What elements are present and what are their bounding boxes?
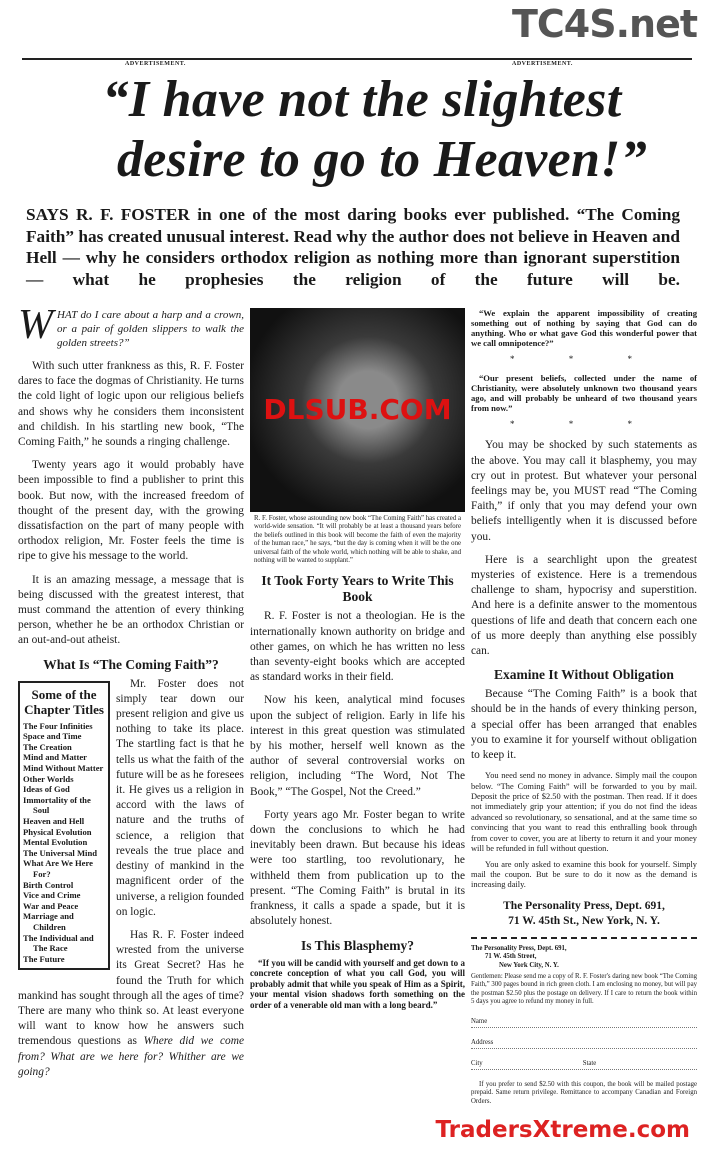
field-label: Name xyxy=(471,1017,488,1025)
chapter-title: Vice and Crime xyxy=(23,890,81,901)
publisher-line: The Personality Press, Dept. 691, xyxy=(503,899,665,912)
chapter-title: Marriage and Children xyxy=(23,911,74,932)
chapter-title: Physical Evolution xyxy=(23,826,92,837)
chapter-title: The Creation xyxy=(23,741,72,752)
watermark-center: DLSUB.COM xyxy=(263,393,452,427)
intro-quote: HAT do I care about a harp and a crown, or a pair of golden slippers to walk the golden streets?” xyxy=(57,309,244,349)
publisher-address xyxy=(471,899,697,929)
chapter-title: Other Worlds xyxy=(23,773,74,784)
paragraph: Forty years ago Mr. Foster began to write down the conclusions to which he had inevitably been drawn. But because his ideas were too startling, too revolutionary, he withheld them from publication up to the present. “The Coming Faith” is brutal in its frankness, it calls a spade a spade, but it is absolutely honest. xyxy=(250,808,465,928)
paragraph: You may be shocked by such statements as the above. You may call it blasphemy, you may cry out in protest. But whatever your personal feelings may be, you MUST read “The Coming Faith,” if only that you may defend your own beliefs intelligently when it is discussed before you. xyxy=(471,439,697,543)
drop-cap: W xyxy=(18,302,53,348)
paragraph: With such utter frankness as this, R. F. Foster dares to face the dogmas of Christianity. He turns the cold light of logic upon our religious beliefs and shows why he considers them inconsistent and childish. In his startling new book, “The Coming Faith,” he sounds a ringing challenge. xyxy=(18,360,244,449)
coupon-address: New York City, N. Y. xyxy=(499,961,559,969)
coupon-footer: If you prefer to send $2.50 with this coupon, the book will be mailed postage prepaid. Same return privilege. Remittance to accompany Canadian and Foreign Orders. xyxy=(471,1080,697,1106)
section-heading: Examine It Without Obligation xyxy=(494,667,674,683)
headline-line-2: desire to go to Heaven!” xyxy=(116,131,648,188)
chapter-title: War and Peace xyxy=(23,900,79,911)
stars-divider: * * * xyxy=(510,354,658,364)
chapter-title: The Individual and The Race xyxy=(23,932,94,954)
ad-label-left: ADVERTISEMENT. xyxy=(125,61,186,67)
header-rule xyxy=(22,58,692,68)
left-column xyxy=(18,302,244,1088)
paragraph: You are only asked to examine this book for yourself. Simply mail the coupon. But be sure to do it now as the demand is increasing daily. xyxy=(471,859,697,890)
watermark-bottom: TradersXtreme.com xyxy=(435,1116,690,1143)
coupon-address: The Personality Press, Dept. 691, xyxy=(471,944,567,952)
middle-column xyxy=(250,308,465,1014)
headline xyxy=(22,70,702,190)
blasphemy-quote: “If you will be candid with yourself and get down to a concrete conception of what you call God, you will probably admit that while you speak of Him as a Spirit, your mental vision shadows forth something on the order of a venerable old man with a long beard.” xyxy=(250,957,465,1010)
chapter-title: Ideas of God xyxy=(23,784,70,795)
name-field[interactable] xyxy=(471,1018,697,1028)
paragraph: You need send no money in advance. Simply mail the coupon below. “The Coming Faith” will be forwarded to you by mail. Deposit the price of $2.50 with the postman. Then read. If it does not immediately grip your attention; if you do not find the ideas advanced so revolutionary, so sensational, and at the same time so convincing that you want to read this enthralling book through from cover to cover, you are at liberty to return it and your money will be refunded in full without question. xyxy=(471,771,697,854)
stars-divider: * * * xyxy=(510,419,658,430)
order-coupon[interactable] xyxy=(471,945,697,1107)
coupon-address: 71 W. 45th Street, xyxy=(485,953,537,961)
coupon-body: Gentlemen: Please send me a copy of R. F. Foster's daring new book “The Coming Faith,” 300 pages bound in rich green cloth. I am enclosing no money, but will pay the postman $2.50 plus the postage on delivery. If I care to return the book within 5 days you agree to refund my money in full. xyxy=(471,972,697,1006)
chapter-title: Mind and Matter xyxy=(23,752,87,763)
chapter-title: The Universal Mind xyxy=(23,847,98,858)
ad-label-right: ADVERTISEMENT. xyxy=(512,61,573,67)
paragraph: Here is a searchlight upon the greatest mysteries of existence. Here is a tremendous challenge to sham, hypocrisy and superstition. And here is a definite answer to the momentous questions of life and death that concern each one of us more deeply than anything else possibly can. xyxy=(471,553,697,658)
chapter-title: Birth Control xyxy=(23,879,74,890)
author-portrait-photo xyxy=(250,308,465,512)
chapter-title: What Are We Here For? xyxy=(23,858,93,879)
chapter-title: The Future xyxy=(23,953,65,964)
section-heading: What Is “The Coming Faith”? xyxy=(43,656,219,672)
paragraph: R. F. Foster is not a theologian. He is the internationally known authority on bridge and other games, on which he has written no less than seventy-eight books which are accepted as standard works in their field. xyxy=(250,610,465,684)
chapter-box-title: Some of the Chapter Titles xyxy=(24,686,104,717)
chapter-title: Mental Evolution xyxy=(23,837,88,848)
paragraph: Because “The Coming Faith” is a book that should be in the hands of every thinking person, a special offer has been arranged that enables you to examine it for yourself without obligation to keep it. xyxy=(471,688,697,762)
chapter-title: Immortality of the Soul xyxy=(23,794,91,816)
paragraph-text: Has R. F. Foster indeed wrested from the universe its Great Secret? Has he found the Truth for which mankind has sought through all the ages of time? There are many who think so. At least everyone will want to know how he answers such tremendous questions as xyxy=(18,928,244,1048)
publisher-line: 71 W. 45th St., New York, N. Y. xyxy=(508,914,660,927)
quote-christianity: “Our present beliefs, collected under the name of Christianity, were absolutely unknown two thousand years ago, and will probably be unheard of two thousand years from now.” xyxy=(471,373,697,414)
quote-omnipotence: “We explain the apparent impossibility of creating something out of nothing by saying that God can do anything. Who or what gave God this wonderful power that we call omnipotence?” xyxy=(471,308,697,348)
headline-line-1: “I have not the slightest xyxy=(102,71,622,128)
chapter-titles-box xyxy=(18,681,110,971)
address-field[interactable] xyxy=(471,1039,697,1049)
photo-caption: R. F. Foster, whose astounding new book “The Coming Faith” has created a world-wide sensation. “It will probably be at least a thousand years before the beliefs outlined in this book will become the faith of even the majority of the human race,” he says, “but the day is coming when it will be the one universal faith of the whole world, which nothing will be able to shake, and nothing will be wanted to supplant.” xyxy=(254,515,461,565)
section-heading: It Took Forty Years to Write This Book xyxy=(261,573,454,605)
chapter-title: Mind Without Matter xyxy=(23,763,104,774)
article-columns xyxy=(18,302,700,1107)
right-column xyxy=(471,308,697,1107)
watermark-top: TC4S.net xyxy=(512,2,698,46)
chapter-title: Heaven and Hell xyxy=(23,816,85,826)
paragraph: It is an amazing message, a message that is being discussed with the greatest interest, that must command the attention of every thinking person, whether he be an orthodox Christian or an out-and-out atheist. xyxy=(18,573,244,647)
chapter-title: Space and Time xyxy=(23,731,82,742)
paragraph: Now his keen, analytical mind focuses upon the subject of religion. Early in life his interest in this great question was stimulated by his mother, herself well known as the author of several controversial works on religion, including “The Word, Not The Book,” “The Gospel, Not the Creed.” xyxy=(250,694,465,798)
top-bar xyxy=(0,0,704,58)
field-label: State xyxy=(582,1059,597,1067)
chapter-list xyxy=(23,721,105,965)
paragraph: Mr. Foster does not simply tear down our present religion and give us nothing to take its place. The startling fact is that he tells us what the faith of the future will be as he foresees it. He gives us a religion in accord with the laws of nature and the truths of science, a religion that reveals the true place and destiny of mankind in the magnificent order of the universe, a religion founded on logic. xyxy=(116,677,244,918)
field-label: Address xyxy=(471,1038,494,1046)
subhead: SAYS R. F. FOSTER in one of the most daring books ever published. “The Coming Faith” has created unusual interest. Read why the author does not believe in Heaven and Hell — why he considers orthodox religion as nothing more than ignorant superstition — what he prophesies the religion of the future will be. xyxy=(26,205,680,289)
paragraph-italic: Where did we come from? What are we here for? Whither are we going? xyxy=(18,1035,244,1078)
section-heading: Is This Blasphemy? xyxy=(300,937,415,953)
city-state-field[interactable] xyxy=(471,1060,697,1070)
coupon-cut-line xyxy=(471,937,697,939)
chapter-title: The Four Infinities xyxy=(23,720,93,731)
paragraph: Twenty years ago it would probably have been impossible to find a publisher to print this book. But now, with the increased freedom of thought of the present day, with the growing dissatisfaction on the part of many people with orthodox religion, Mr. Foster feels the time is ripe to give his message to the world. xyxy=(18,459,244,563)
field-label: City xyxy=(471,1059,483,1067)
